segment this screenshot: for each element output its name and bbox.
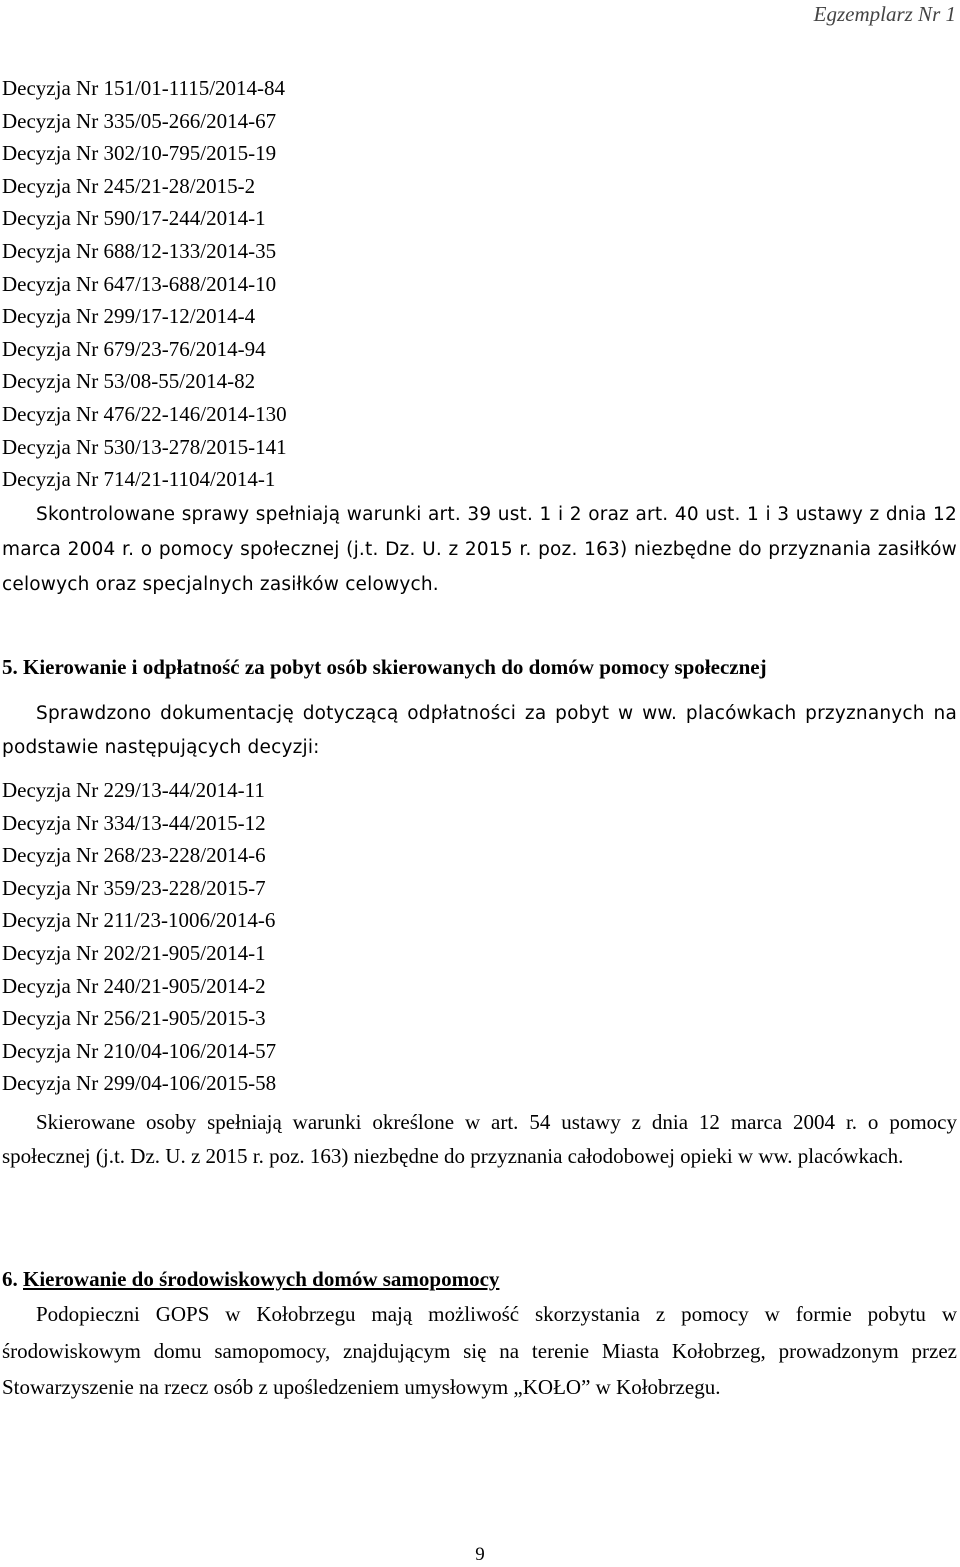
decision-item: Decyzja Nr 334/13-44/2015-12 bbox=[2, 810, 266, 835]
decision-item: Decyzja Nr 53/08-55/2014-82 bbox=[2, 369, 256, 394]
page-number: 9 bbox=[475, 1544, 485, 1565]
decision-item: Decyzja Nr 590/17-244/2014-1 bbox=[2, 206, 266, 231]
decision-item: Decyzja Nr 210/04-106/2014-57 bbox=[2, 1038, 277, 1063]
decision-item: Decyzja Nr 211/23-1006/2014-6 bbox=[2, 908, 276, 933]
decision-item: Decyzja Nr 151/01-1115/2014-84 bbox=[2, 76, 286, 100]
copy-label: Egzemplarz Nr 1 bbox=[813, 2, 956, 26]
decision-item: Decyzja Nr 647/13-688/2014-10 bbox=[2, 271, 277, 296]
decision-item: Decyzja Nr 256/21-905/2015-3 bbox=[2, 1006, 266, 1031]
decision-item: Decyzja Nr 299/17-12/2014-4 bbox=[2, 304, 256, 329]
decision-item: Decyzja Nr 679/23-76/2014-94 bbox=[2, 336, 266, 361]
decision-item: Decyzja Nr 299/04-106/2015-58 bbox=[2, 1071, 277, 1096]
assistance-conclusion-paragraph: Skontrolowane sprawy spełniają warunki art. 39 ust. 1 i 2 oraz art. 40 ust. 1 i 3 ustawy z dnia 12 marca 2004 r. o pomocy społecznej (j.t. Dz. U. z 2015 r. poz. 163) niezbędne do przyznania zasiłków celowych oraz specjalnych zasiłków celowych. bbox=[2, 504, 957, 595]
decision-item: Decyzja Nr 268/23-228/2014-6 bbox=[2, 843, 266, 868]
section-5-conclusion-paragraph: Skierowane osoby spełniają warunki określone w art. 54 ustawy z dnia 12 marca 2004 r. o pomocy społecznej (j.t. Dz. U. z 2015 r. poz. 163) niezbędne do przyznania całodobowej opieki w ww. placówkach. bbox=[2, 1110, 957, 1168]
decision-item: Decyzja Nr 229/13-44/2014-11 bbox=[2, 778, 265, 802]
decision-list-1 bbox=[2, 72, 287, 496]
section-5-heading: 5. Kierowanie i odpłatność za pobyt osób skierowanych do domów pomocy społecznej bbox=[2, 655, 767, 679]
section-6-body-paragraph: Podopieczni GOPS w Kołobrzegu mają możliwość skorzystania z pomocy w formie pobytu w środowiskowym domu samopomocy, znajdującym się na terenie Miasta Kołobrzeg, prowadzonym przez Stowarzyszenie na rzecz osób z upośledzeniem umysłowym „KOŁO” w Kołobrzegu. bbox=[2, 1302, 957, 1399]
section-6-number: 6. bbox=[2, 1267, 18, 1291]
section-6-title: Kierowanie do środowiskowych domów samopomocy bbox=[23, 1267, 500, 1291]
decision-item: Decyzja Nr 240/21-905/2014-2 bbox=[2, 973, 266, 998]
decision-item: Decyzja Nr 359/23-228/2015-7 bbox=[2, 875, 266, 900]
decision-item: Decyzja Nr 688/12-133/2014-35 bbox=[2, 238, 277, 263]
section-5-intro-paragraph: Sprawdzono dokumentację dotyczącą odpłatności za pobyt w ww. placówkach przyznanych na podstawie następujących decyzji: bbox=[2, 703, 957, 758]
decision-item: Decyzja Nr 530/13-278/2015-141 bbox=[2, 434, 287, 459]
decision-item: Decyzja Nr 476/22-146/2014-130 bbox=[2, 401, 287, 426]
section-6-heading bbox=[2, 1262, 499, 1296]
decision-item: Decyzja Nr 202/21-905/2014-1 bbox=[2, 940, 266, 965]
decision-item: Decyzja Nr 335/05-266/2014-67 bbox=[2, 108, 277, 133]
decision-item: Decyzja Nr 714/21-1104/2014-1 bbox=[2, 467, 276, 492]
decision-item: Decyzja Nr 302/10-795/2015-19 bbox=[2, 141, 277, 166]
decision-list-2 bbox=[2, 774, 276, 1100]
decision-item: Decyzja Nr 245/21-28/2015-2 bbox=[2, 173, 256, 198]
